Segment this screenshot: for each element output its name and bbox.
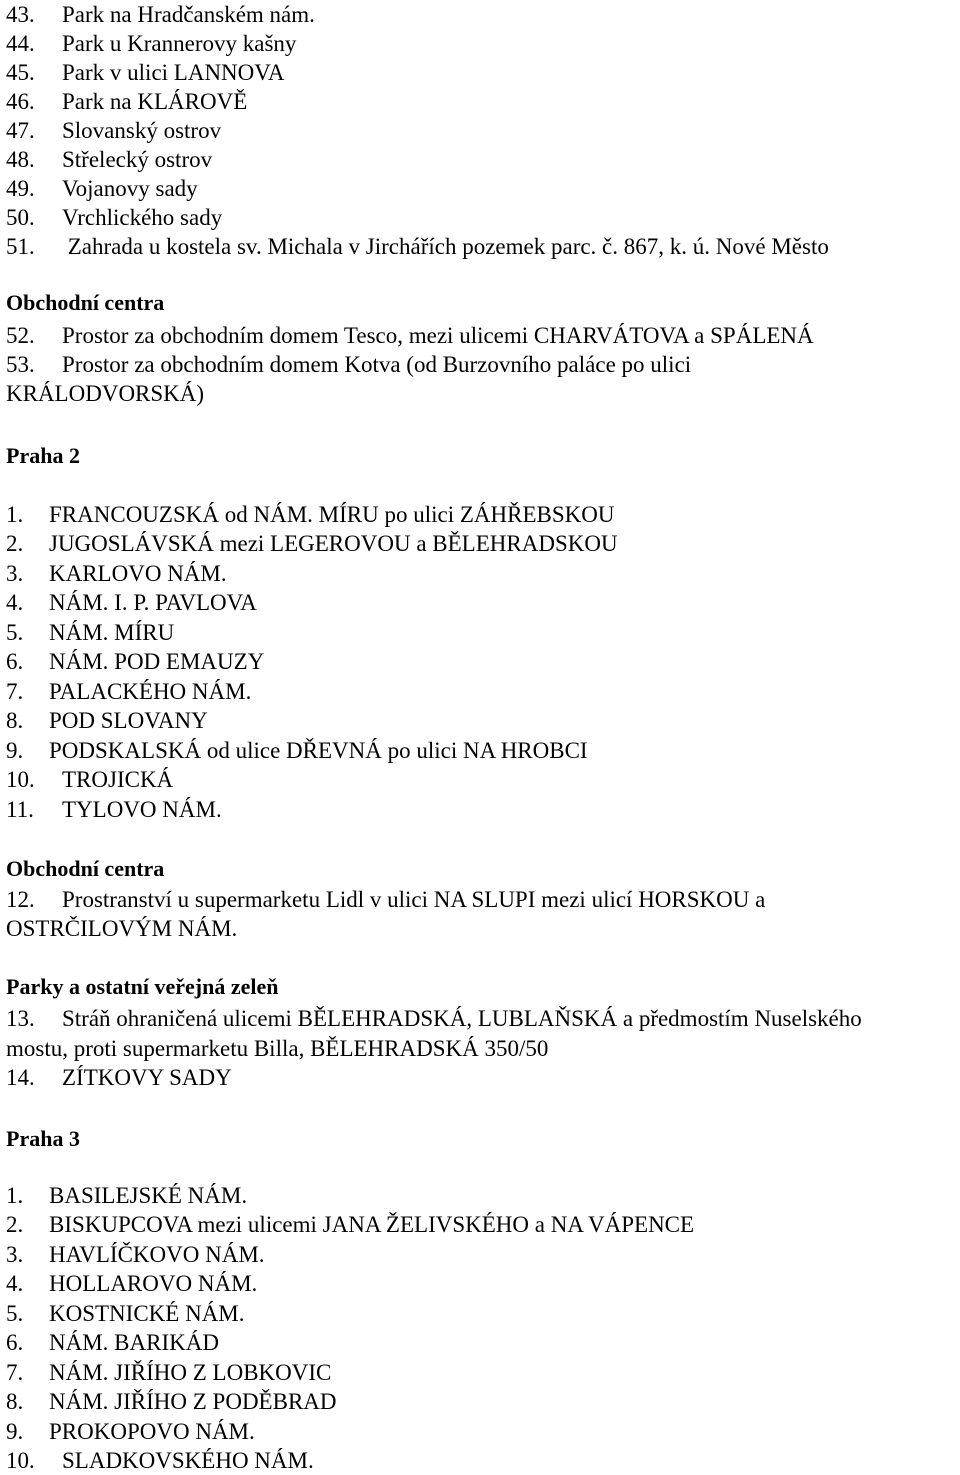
item-text: JUGOSLÁVSKÁ mezi LEGEROVOU a BĚLEHRADSKOU	[49, 531, 618, 556]
list-item	[6, 232, 829, 261]
list-item	[6, 1210, 694, 1239]
list-item	[6, 765, 173, 794]
item-number: 3.	[6, 561, 24, 586]
item-text: OSTRČILOVÝM NÁM.	[6, 916, 238, 941]
item-number: 2.	[6, 1212, 24, 1237]
item-text: PROKOPOVO NÁM.	[49, 1419, 255, 1444]
item-text: Prostor za obchodním domem Tesco, mezi ulicemi CHARVÁTOVA a SPÁLENÁ	[62, 323, 814, 348]
list-item	[6, 677, 251, 706]
list-item	[6, 321, 814, 350]
item-text: Slovanský ostrov	[62, 118, 222, 143]
list-item	[6, 795, 222, 824]
item-number: 5.	[6, 620, 24, 645]
item-text: BISKUPCOVA mezi ulicemi JANA ŽELIVSKÉHO a NA VÁPENCE	[49, 1212, 695, 1237]
item-number: 44.	[6, 31, 35, 56]
item-number: 10.	[6, 1448, 35, 1473]
section-heading-parks: Parky a ostatní veřejná zeleň	[6, 974, 279, 999]
list-item	[6, 29, 296, 58]
item-text: Park na Hradčanském nám.	[62, 2, 315, 27]
item-text: BASILEJSKÉ NÁM.	[49, 1183, 248, 1208]
list-item-continuation	[6, 379, 204, 408]
list-item	[6, 174, 198, 203]
item-number: 5.	[6, 1301, 24, 1326]
list-item	[6, 0, 315, 29]
list-item	[6, 87, 247, 116]
item-number: 2.	[6, 531, 24, 556]
item-text: mostu, proti supermarketu Billa, BĚLEHRADSKÁ 350/50	[6, 1036, 549, 1061]
item-number: 12.	[6, 887, 35, 912]
item-number: 7.	[6, 1360, 24, 1385]
item-text: NÁM. I. P. PAVLOVA	[49, 590, 257, 615]
item-number: 7.	[6, 679, 24, 704]
section-heading-praha-2: Praha 2	[6, 443, 80, 468]
list-item	[6, 618, 174, 647]
item-number: 14.	[6, 1065, 35, 1090]
item-number: 43.	[6, 2, 35, 27]
list-item	[6, 736, 588, 765]
item-text: Vrchlického sady	[62, 205, 223, 230]
item-text: FRANCOUZSKÁ od NÁM. MÍRU po ulici ZÁHŘEBSKOU	[49, 502, 615, 527]
item-text: Park v ulici LANNOVA	[62, 60, 285, 85]
item-text: PALACKÉHO NÁM.	[49, 679, 252, 704]
list-item	[6, 1181, 247, 1210]
list-item	[6, 145, 212, 174]
item-number: 51.	[6, 234, 35, 259]
item-text: Prostranství u supermarketu Lidl v ulici NA SLUPI mezi ulicí HORSKOU a	[62, 887, 766, 912]
list-item	[6, 1387, 337, 1416]
item-text: POD SLOVANY	[49, 708, 208, 733]
list-item	[6, 647, 264, 676]
list-item	[6, 1358, 331, 1387]
list-item	[6, 1063, 232, 1092]
item-text: NÁM. POD EMAUZY	[49, 649, 265, 674]
item-text: PODSKALSKÁ od ulice DŘEVNÁ po ulici NA HROBCI	[49, 738, 588, 763]
list-item	[6, 1269, 257, 1298]
item-text: NÁM. JIŘÍHO Z PODĚBRAD	[49, 1389, 337, 1414]
item-number: 52.	[6, 323, 35, 348]
list-item	[6, 1299, 245, 1328]
item-number: 6.	[6, 649, 24, 674]
item-text: Stráň ohraničená ulicemi BĚLEHRADSKÁ, LUBLAŇSKÁ a předmostím Nuselského	[62, 1006, 862, 1031]
item-number: 8.	[6, 1389, 24, 1414]
item-text: SLADKOVSKÉHO NÁM.	[62, 1448, 314, 1473]
item-number: 1.	[6, 502, 24, 527]
list-item	[6, 588, 257, 617]
section-heading-shopping-centers: Obchodní centra	[6, 290, 165, 315]
list-item	[6, 500, 614, 529]
item-number: 50.	[6, 205, 35, 230]
item-number: 11.	[6, 797, 34, 822]
item-text: ZÍTKOVY SADY	[62, 1065, 232, 1090]
list-item	[6, 706, 208, 735]
item-number: 6.	[6, 1330, 24, 1355]
list-item	[6, 58, 285, 87]
item-number: 8.	[6, 708, 24, 733]
item-number: 4.	[6, 590, 24, 615]
item-number: 48.	[6, 147, 35, 172]
list-item	[6, 203, 222, 232]
item-text: NÁM. JIŘÍHO Z LOBKOVIC	[49, 1360, 332, 1385]
list-item	[6, 350, 691, 379]
list-item-continuation	[6, 914, 237, 943]
item-number: 9.	[6, 1419, 24, 1444]
item-text: HAVLÍČKOVO NÁM.	[49, 1242, 265, 1267]
item-text: KRÁLODVORSKÁ)	[6, 381, 205, 406]
item-number: 10.	[6, 767, 35, 792]
item-text: Park na KLÁROVĚ	[62, 89, 248, 114]
item-number: 45.	[6, 60, 35, 85]
item-text: TROJICKÁ	[62, 767, 174, 792]
item-text: TYLOVO NÁM.	[62, 797, 222, 822]
item-text: Zahrada u kostela sv. Michala v Jirchářích pozemek parc. č. 867, k. ú. Nové Město	[62, 234, 829, 259]
item-text: NÁM. BARIKÁD	[49, 1330, 219, 1355]
list-item	[6, 559, 227, 588]
item-text: HOLLAROVO NÁM.	[49, 1271, 258, 1296]
item-number: 4.	[6, 1271, 24, 1296]
item-text: Park u Krannerovy kašny	[62, 31, 297, 56]
item-text: KARLOVO NÁM.	[49, 561, 227, 586]
section-heading-praha-3: Praha 3	[6, 1126, 80, 1151]
list-item	[6, 529, 618, 558]
list-item	[6, 1417, 255, 1446]
item-text: NÁM. MÍRU	[49, 620, 175, 645]
list-item	[6, 1328, 219, 1357]
list-item	[6, 1004, 862, 1033]
item-number: 1.	[6, 1183, 24, 1208]
list-item-continuation	[6, 1034, 548, 1063]
item-number: 53.	[6, 352, 35, 377]
item-number: 13.	[6, 1006, 35, 1031]
section-heading-shopping-centers: Obchodní centra	[6, 856, 165, 881]
item-text: Vojanovy sady	[62, 176, 198, 201]
list-item	[6, 116, 221, 145]
item-number: 3.	[6, 1242, 24, 1267]
item-text: KOSTNICKÉ NÁM.	[49, 1301, 245, 1326]
item-number: 9.	[6, 738, 24, 763]
list-item	[6, 1446, 314, 1475]
item-number: 49.	[6, 176, 35, 201]
item-text: Prostor za obchodním domem Kotva (od Burzovního paláce po ulici	[62, 352, 692, 377]
list-item	[6, 885, 765, 914]
list-item	[6, 1240, 265, 1269]
item-text: Střelecký ostrov	[62, 147, 213, 172]
item-number: 47.	[6, 118, 35, 143]
item-number: 46.	[6, 89, 35, 114]
